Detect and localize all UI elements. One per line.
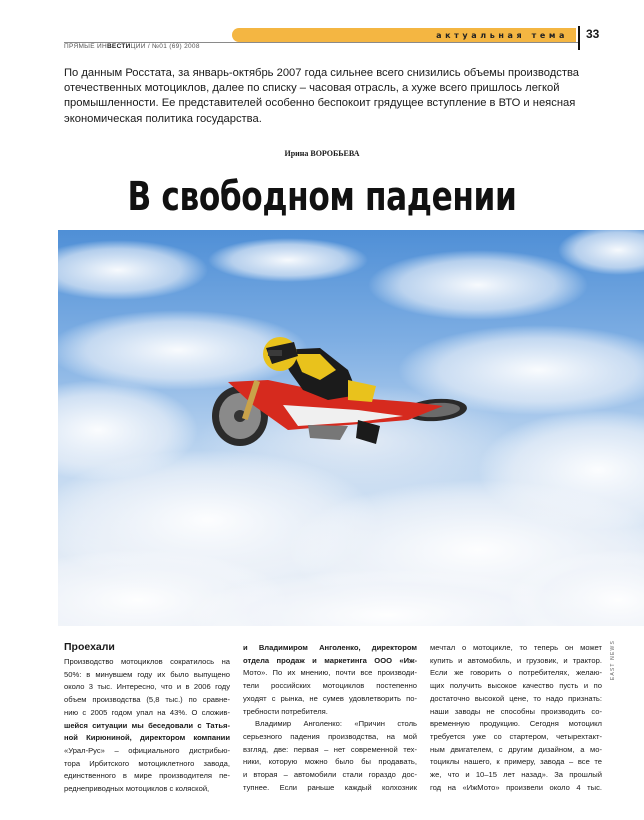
text-line: ники, которую можно было бы продавать, (243, 757, 417, 767)
text-line: тупнее. Если раньше каждый колхозник (243, 782, 417, 792)
article-headline: В свободном падении (127, 174, 517, 220)
text-line: единственного в мире производителя пе- (64, 771, 230, 781)
clouds (58, 230, 644, 626)
text-line: серьезного падения производства, на мой (243, 731, 417, 741)
text-line: Мото». По их мнению, почти все производи- (243, 668, 417, 678)
page-number-divider (578, 26, 580, 50)
page-header (0, 0, 644, 56)
text-line: требности потребителя. (243, 706, 328, 716)
text-line: взгляд, две: первая – нет современной тех- (243, 744, 417, 754)
text-line: купить и автомобиль, и грузовик, и трактор. (430, 655, 602, 665)
text-line: и Владимиром Анголенко, директором (243, 643, 417, 652)
section-bar (232, 28, 576, 42)
text-line: нию с 2005 годом упал на 43%. О сложив- (64, 707, 230, 717)
magazine-issue: ЦИИ / №01 (69) 2008 (130, 43, 200, 50)
column-2 (243, 640, 417, 794)
text-line: реднеприводных мотоциклов с коляской, (64, 784, 210, 794)
author-byline: Ирина ВОРОБЬЕВА (284, 149, 360, 158)
text-line: около 3 тыс. Интересно, что и в 2006 году (64, 682, 230, 692)
magazine-name-pre: ПРЯМЫЕ ИН (64, 43, 107, 50)
text-line: ным двигателем, с другим дизайном, а мо- (430, 744, 602, 754)
magazine-info (64, 43, 200, 50)
lead-line: экономическая политика государства. (64, 112, 262, 125)
text-line: требуется уже со стартером, четырехтакт- (430, 731, 602, 741)
motocross-photo (58, 230, 644, 626)
text-line: тоциклы нашего, к примеру, завода – все те (430, 757, 602, 767)
text-line: щих получить высокое качество пусть и по (430, 681, 602, 691)
photo-credit: EAST NEWS (610, 640, 616, 681)
lead-line: промышленности. Ее представителей особенно беспокоит грядущее вступление в ВТО и неясная (64, 97, 576, 110)
text-line: тели российских мотоциклов постепенно (243, 681, 417, 691)
text-line: отдела продаж и маркетинга ООО «Иж- (243, 655, 417, 665)
lead-paragraph (64, 66, 579, 127)
text-line: Владимир Анголенко: «Причин столь (255, 719, 417, 729)
text-line: Производство мотоциклов сократилось на (64, 657, 230, 666)
text-line: год на «ИжМото» произвели около 4 тыс. (430, 782, 602, 792)
text-line: тора Ирбитского мотоциклетного завода, (64, 758, 230, 768)
photo-illustration (58, 230, 644, 626)
page-number: 33 (586, 27, 600, 41)
text-line: объем производства (5,8 тыс.) по сравне- (64, 695, 230, 705)
text-line: наши заводы не способны производить со- (430, 706, 602, 716)
text-line: же, что и 10–15 лет назад». За прошлый (430, 770, 602, 780)
lead-line: отечественных мотоциклов, далее по списку – часовая отрасль, а хуже всего пришлось легкой (64, 82, 560, 95)
column-1 (64, 640, 230, 796)
text-line: достаточно высокой цене, то надо признать: (430, 693, 602, 703)
column-3 (430, 640, 602, 794)
section-label: актуальная тема (436, 30, 568, 40)
text-line: ной Кирюниной, директором компании (64, 733, 230, 743)
text-line: «Урал-Рус» – официального дистрибью- (64, 745, 230, 755)
lead-line: По данным Росстата, за январь-октябрь 2007 года сильнее всего снизились объемы производства (64, 67, 579, 79)
text-line: уходят с рынка, не сумев удовлетворить по- (243, 693, 417, 703)
text-line: и вторая – автомобили стали гораздо дос- (243, 770, 417, 780)
text-line: шейся ситуации мы беседовали с Татья- (64, 720, 230, 730)
text-line: Если же говорить о потребителях, желаю- (430, 668, 602, 678)
text-line: временную продукцию. Сегодня мотоцикл (430, 719, 602, 729)
column-heading: Проехали (64, 641, 115, 653)
magazine-name-bold: ВЕСТИ (106, 43, 131, 50)
text-line: 50%: в минувшем году их было выпущено (64, 669, 230, 679)
text-line: мечтал о мотоцикле, то теперь он может (430, 643, 602, 652)
